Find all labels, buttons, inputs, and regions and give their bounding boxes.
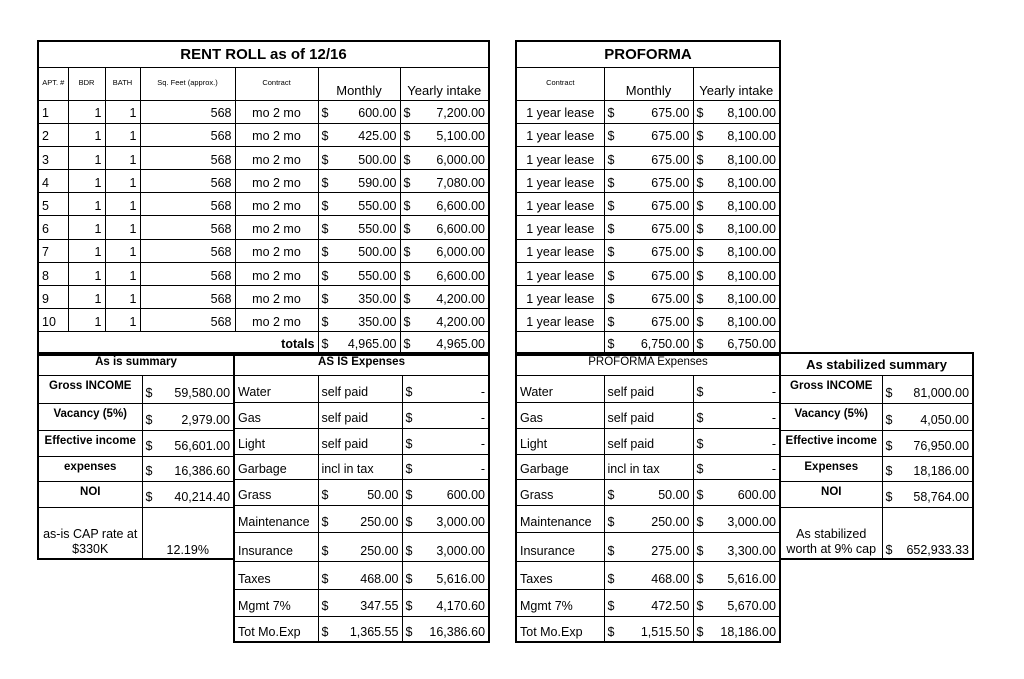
as-is-effective-value: $ 56,601.00 bbox=[142, 430, 234, 456]
contract-value: mo 2 mo bbox=[235, 193, 318, 216]
sqft-value: 568 bbox=[140, 286, 235, 309]
sqft-value: 568 bbox=[140, 309, 235, 332]
expense-name: Grass bbox=[234, 479, 318, 505]
rent-roll-row bbox=[38, 100, 489, 123]
apt-header: APT. # bbox=[38, 67, 68, 100]
expense-yearly: $ - bbox=[693, 402, 780, 428]
expense-monthly: $ 1,515.50 bbox=[604, 616, 693, 642]
proforma-row bbox=[516, 216, 780, 239]
bath-count: 1 bbox=[105, 193, 140, 216]
expense-row bbox=[516, 375, 780, 402]
proforma-contract-header: Contract bbox=[516, 67, 604, 100]
apt-number: 2 bbox=[38, 123, 68, 146]
expense-name: Mgmt 7% bbox=[234, 589, 318, 616]
stab-noi-value: $ 58,764.00 bbox=[882, 481, 973, 507]
apt-number: 9 bbox=[38, 286, 68, 309]
expense-name: Gas bbox=[516, 402, 604, 428]
expense-monthly: $ 468.00 bbox=[604, 561, 693, 589]
expense-row bbox=[234, 479, 489, 505]
proforma-contract: 1 year lease bbox=[516, 286, 604, 309]
monthly-rent: $ 350.00 bbox=[318, 286, 400, 309]
expense-name: Grass bbox=[516, 479, 604, 505]
proforma-row bbox=[516, 309, 780, 332]
contract-value: mo 2 mo bbox=[235, 286, 318, 309]
sqft-value: 568 bbox=[140, 100, 235, 123]
expense-name: Tot Mo.Exp bbox=[516, 616, 604, 642]
sqft-header: Sq. Feet (approx.) bbox=[140, 67, 235, 100]
expense-monthly: $ 472.50 bbox=[604, 589, 693, 616]
apt-number: 4 bbox=[38, 170, 68, 193]
apt-number: 8 bbox=[38, 262, 68, 285]
stab-effective-value: $ 76,950.00 bbox=[882, 430, 973, 456]
monthly-rent: $ 500.00 bbox=[318, 239, 400, 262]
rent-roll-row bbox=[38, 216, 489, 239]
bath-count: 1 bbox=[105, 146, 140, 169]
rent-roll-table bbox=[37, 40, 490, 356]
as-is-gross-label: Gross INCOME bbox=[38, 375, 142, 403]
expense-yearly: $ - bbox=[402, 375, 489, 402]
proforma-totals-monthly: $ 6,750.00 bbox=[604, 332, 693, 355]
rent-roll-row bbox=[38, 286, 489, 309]
proforma-yearly: $ 8,100.00 bbox=[693, 262, 780, 285]
bath-count: 1 bbox=[105, 170, 140, 193]
expense-name: Mgmt 7% bbox=[516, 589, 604, 616]
bath-header: BATH bbox=[105, 67, 140, 100]
expense-monthly: $ 275.00 bbox=[604, 532, 693, 561]
totals-label: totals bbox=[38, 332, 318, 355]
contract-value: mo 2 mo bbox=[235, 239, 318, 262]
expense-row bbox=[516, 505, 780, 532]
sqft-value: 568 bbox=[140, 262, 235, 285]
bath-count: 1 bbox=[105, 100, 140, 123]
as-is-expenses-table bbox=[233, 352, 490, 643]
proforma-monthly: $ 675.00 bbox=[604, 146, 693, 169]
bdr-count: 1 bbox=[68, 193, 105, 216]
yearly-intake: $ 6,000.00 bbox=[400, 239, 489, 262]
proforma-yearly: $ 8,100.00 bbox=[693, 309, 780, 332]
expense-yearly: $ 600.00 bbox=[693, 479, 780, 505]
contract-value: mo 2 mo bbox=[235, 216, 318, 239]
bath-count: 1 bbox=[105, 262, 140, 285]
rent-roll-row bbox=[38, 262, 489, 285]
expense-name: Maintenance bbox=[516, 505, 604, 532]
bath-count: 1 bbox=[105, 216, 140, 239]
expense-monthly: $ 50.00 bbox=[604, 479, 693, 505]
yearly-intake: $ 4,200.00 bbox=[400, 286, 489, 309]
proforma-row bbox=[516, 170, 780, 193]
proforma-yearly: $ 8,100.00 bbox=[693, 170, 780, 193]
stab-vacancy-value: $ 4,050.00 bbox=[882, 403, 973, 430]
monthly-rent: $ 550.00 bbox=[318, 193, 400, 216]
proforma-contract: 1 year lease bbox=[516, 193, 604, 216]
proforma-monthly-header: Monthly bbox=[604, 67, 693, 100]
bdr-count: 1 bbox=[68, 170, 105, 193]
yearly-intake: $ 6,600.00 bbox=[400, 262, 489, 285]
proforma-contract: 1 year lease bbox=[516, 239, 604, 262]
as-is-expenses-value: $ 16,386.60 bbox=[142, 456, 234, 481]
expense-name: Light bbox=[516, 428, 604, 454]
proforma-contract: 1 year lease bbox=[516, 146, 604, 169]
proforma-monthly: $ 675.00 bbox=[604, 216, 693, 239]
proforma-yearly: $ 8,100.00 bbox=[693, 239, 780, 262]
expense-row bbox=[234, 428, 489, 454]
bdr-count: 1 bbox=[68, 309, 105, 332]
stab-gross-value: $ 81,000.00 bbox=[882, 375, 973, 403]
expense-monthly: $ 250.00 bbox=[318, 532, 402, 561]
stabilized-summary-title: As stabilized summary bbox=[780, 353, 973, 375]
expense-yearly: $ 3,300.00 bbox=[693, 532, 780, 561]
stab-vacancy-label: Vacancy (5%) bbox=[780, 403, 882, 430]
expense-monthly: $ 250.00 bbox=[604, 505, 693, 532]
proforma-yearly: $ 8,100.00 bbox=[693, 216, 780, 239]
expense-name: Taxes bbox=[234, 561, 318, 589]
expense-yearly: $ 3,000.00 bbox=[693, 505, 780, 532]
stab-effective-label: Effective income bbox=[780, 430, 882, 456]
as-is-summary-title: As is summary bbox=[38, 353, 234, 375]
contract-value: mo 2 mo bbox=[235, 262, 318, 285]
expense-name: Garbage bbox=[516, 454, 604, 479]
expense-monthly: $ 250.00 bbox=[318, 505, 402, 532]
expense-name: Insurance bbox=[234, 532, 318, 561]
monthly-rent: $ 590.00 bbox=[318, 170, 400, 193]
expense-row bbox=[234, 532, 489, 561]
expense-monthly: $ 347.55 bbox=[318, 589, 402, 616]
monthly-rent: $ 600.00 bbox=[318, 100, 400, 123]
proforma-expenses-table bbox=[515, 352, 781, 643]
expense-monthly: self paid bbox=[604, 428, 693, 454]
expense-row bbox=[516, 479, 780, 505]
expense-monthly: $ 50.00 bbox=[318, 479, 402, 505]
apt-number: 1 bbox=[38, 100, 68, 123]
expense-name: Water bbox=[516, 375, 604, 402]
expense-yearly: $ - bbox=[693, 375, 780, 402]
rent-roll-row bbox=[38, 146, 489, 169]
bdr-count: 1 bbox=[68, 100, 105, 123]
proforma-row bbox=[516, 146, 780, 169]
proforma-monthly: $ 675.00 bbox=[604, 170, 693, 193]
sqft-value: 568 bbox=[140, 146, 235, 169]
expense-yearly: $ 5,616.00 bbox=[402, 561, 489, 589]
expense-row bbox=[516, 589, 780, 616]
proforma-totals-yearly: $ 6,750.00 bbox=[693, 332, 780, 355]
apt-number: 10 bbox=[38, 309, 68, 332]
proforma-monthly: $ 675.00 bbox=[604, 309, 693, 332]
stab-worth-value: $ 652,933.33 bbox=[882, 507, 973, 559]
contract-value: mo 2 mo bbox=[235, 123, 318, 146]
yearly-intake: $ 5,100.00 bbox=[400, 123, 489, 146]
expense-row bbox=[234, 561, 489, 589]
monthly-rent: $ 425.00 bbox=[318, 123, 400, 146]
sqft-value: 568 bbox=[140, 123, 235, 146]
proforma-yearly-header: Yearly intake bbox=[693, 67, 780, 100]
proforma-row bbox=[516, 123, 780, 146]
proforma-monthly: $ 675.00 bbox=[604, 100, 693, 123]
totals-yearly: $ 4,965.00 bbox=[400, 332, 489, 355]
proforma-contract: 1 year lease bbox=[516, 170, 604, 193]
proforma-monthly: $ 675.00 bbox=[604, 193, 693, 216]
contract-header: Contract bbox=[235, 67, 318, 100]
expense-monthly: incl in tax bbox=[604, 454, 693, 479]
rent-roll-title: RENT ROLL as of 12/16 bbox=[38, 41, 489, 67]
monthly-rent: $ 500.00 bbox=[318, 146, 400, 169]
expense-name: Light bbox=[234, 428, 318, 454]
as-is-cap-value: 12.19% bbox=[142, 507, 234, 559]
expense-row bbox=[234, 589, 489, 616]
sqft-value: 568 bbox=[140, 193, 235, 216]
rent-roll-row bbox=[38, 170, 489, 193]
stab-worth-label: As stabilized worth at 9% cap bbox=[780, 507, 882, 559]
proforma-table bbox=[515, 40, 781, 356]
expense-name: Gas bbox=[234, 402, 318, 428]
proforma-contract: 1 year lease bbox=[516, 309, 604, 332]
expense-monthly: self paid bbox=[604, 375, 693, 402]
sqft-value: 568 bbox=[140, 170, 235, 193]
proforma-row bbox=[516, 286, 780, 309]
contract-value: mo 2 mo bbox=[235, 146, 318, 169]
stab-noi-label: NOI bbox=[780, 481, 882, 507]
expense-row bbox=[516, 616, 780, 642]
proforma-title: PROFORMA bbox=[516, 41, 780, 67]
proforma-contract: 1 year lease bbox=[516, 100, 604, 123]
stab-expenses-label: Expenses bbox=[780, 456, 882, 481]
as-is-summary-table bbox=[37, 352, 235, 560]
proforma-row bbox=[516, 193, 780, 216]
apt-number: 7 bbox=[38, 239, 68, 262]
expense-row bbox=[516, 454, 780, 479]
proforma-contract: 1 year lease bbox=[516, 123, 604, 146]
expense-monthly: self paid bbox=[604, 402, 693, 428]
expense-row bbox=[234, 454, 489, 479]
as-is-noi-value: $ 40,214.40 bbox=[142, 481, 234, 507]
bdr-count: 1 bbox=[68, 286, 105, 309]
as-is-expenses-label: expenses bbox=[38, 456, 142, 481]
bdr-count: 1 bbox=[68, 123, 105, 146]
bdr-count: 1 bbox=[68, 216, 105, 239]
proforma-yearly: $ 8,100.00 bbox=[693, 193, 780, 216]
proforma-monthly: $ 675.00 bbox=[604, 239, 693, 262]
expense-yearly: $ 600.00 bbox=[402, 479, 489, 505]
rent-roll-header-row bbox=[38, 67, 489, 100]
as-is-vacancy-label: Vacancy (5%) bbox=[38, 403, 142, 430]
expense-row bbox=[516, 402, 780, 428]
expense-yearly: $ 5,670.00 bbox=[693, 589, 780, 616]
as-is-effective-label: Effective income bbox=[38, 430, 142, 456]
expense-monthly: self paid bbox=[318, 375, 402, 402]
expense-name: Taxes bbox=[516, 561, 604, 589]
expense-yearly: $ - bbox=[402, 454, 489, 479]
expense-row bbox=[516, 561, 780, 589]
expense-name: Tot Mo.Exp bbox=[234, 616, 318, 642]
expense-name: Insurance bbox=[516, 532, 604, 561]
yearly-intake: $ 6,600.00 bbox=[400, 193, 489, 216]
proforma-row bbox=[516, 262, 780, 285]
yearly-intake: $ 6,600.00 bbox=[400, 216, 489, 239]
bath-count: 1 bbox=[105, 286, 140, 309]
proforma-yearly: $ 8,100.00 bbox=[693, 286, 780, 309]
yearly-intake: $ 4,200.00 bbox=[400, 309, 489, 332]
bath-count: 1 bbox=[105, 123, 140, 146]
expense-monthly: self paid bbox=[318, 402, 402, 428]
proforma-monthly: $ 675.00 bbox=[604, 262, 693, 285]
yearly-header: Yearly intake bbox=[400, 67, 489, 100]
proforma-monthly: $ 675.00 bbox=[604, 123, 693, 146]
monthly-rent: $ 550.00 bbox=[318, 216, 400, 239]
rent-roll-row bbox=[38, 193, 489, 216]
yearly-intake: $ 7,080.00 bbox=[400, 170, 489, 193]
totals-monthly: $ 4,965.00 bbox=[318, 332, 400, 355]
as-is-gross-value: $ 59,580.00 bbox=[142, 375, 234, 403]
expense-name: Water bbox=[234, 375, 318, 402]
bdr-count: 1 bbox=[68, 262, 105, 285]
proforma-yearly: $ 8,100.00 bbox=[693, 100, 780, 123]
yearly-intake: $ 7,200.00 bbox=[400, 100, 489, 123]
proforma-yearly: $ 8,100.00 bbox=[693, 123, 780, 146]
apt-number: 3 bbox=[38, 146, 68, 169]
as-is-vacancy-value: $ 2,979.00 bbox=[142, 403, 234, 430]
expense-yearly: $ 5,616.00 bbox=[693, 561, 780, 589]
monthly-header: Monthly bbox=[318, 67, 400, 100]
expense-yearly: $ 16,386.60 bbox=[402, 616, 489, 642]
expense-monthly: $ 1,365.55 bbox=[318, 616, 402, 642]
expense-yearly: $ - bbox=[693, 428, 780, 454]
expense-name: Maintenance bbox=[234, 505, 318, 532]
expense-yearly: $ 3,000.00 bbox=[402, 505, 489, 532]
expense-name: Garbage bbox=[234, 454, 318, 479]
as-is-cap-label: as-is CAP rate at $330K bbox=[38, 507, 142, 559]
proforma-expenses-title: PROFORMA Expenses bbox=[516, 353, 780, 375]
expense-monthly: incl in tax bbox=[318, 454, 402, 479]
expense-row bbox=[234, 375, 489, 402]
proforma-yearly: $ 8,100.00 bbox=[693, 146, 780, 169]
proforma-contract: 1 year lease bbox=[516, 262, 604, 285]
as-is-noi-label: NOI bbox=[38, 481, 142, 507]
expense-yearly: $ 3,000.00 bbox=[402, 532, 489, 561]
expense-yearly: $ 4,170.60 bbox=[402, 589, 489, 616]
rent-roll-row bbox=[38, 123, 489, 146]
proforma-monthly: $ 675.00 bbox=[604, 286, 693, 309]
expense-row bbox=[516, 428, 780, 454]
rent-roll-row bbox=[38, 309, 489, 332]
proforma-header-row bbox=[516, 67, 780, 100]
proforma-row bbox=[516, 100, 780, 123]
contract-value: mo 2 mo bbox=[235, 100, 318, 123]
bath-count: 1 bbox=[105, 239, 140, 262]
stab-expenses-value: $ 18,186.00 bbox=[882, 456, 973, 481]
expense-row bbox=[234, 616, 489, 642]
bdr-header: BDR bbox=[68, 67, 105, 100]
as-is-expenses-title: AS IS Expenses bbox=[234, 353, 489, 375]
bdr-count: 1 bbox=[68, 239, 105, 262]
contract-value: mo 2 mo bbox=[235, 309, 318, 332]
expense-yearly: $ 18,186.00 bbox=[693, 616, 780, 642]
proforma-row bbox=[516, 239, 780, 262]
apt-number: 6 bbox=[38, 216, 68, 239]
expense-row bbox=[516, 532, 780, 561]
expense-yearly: $ - bbox=[402, 428, 489, 454]
proforma-contract: 1 year lease bbox=[516, 216, 604, 239]
monthly-rent: $ 350.00 bbox=[318, 309, 400, 332]
expense-monthly: $ 468.00 bbox=[318, 561, 402, 589]
stabilized-summary-table bbox=[779, 352, 974, 560]
expense-row bbox=[234, 402, 489, 428]
contract-value: mo 2 mo bbox=[235, 170, 318, 193]
bdr-count: 1 bbox=[68, 146, 105, 169]
expense-monthly: self paid bbox=[318, 428, 402, 454]
yearly-intake: $ 6,000.00 bbox=[400, 146, 489, 169]
apt-number: 5 bbox=[38, 193, 68, 216]
rent-roll-row bbox=[38, 239, 489, 262]
expense-yearly: $ - bbox=[693, 454, 780, 479]
monthly-rent: $ 550.00 bbox=[318, 262, 400, 285]
expense-yearly: $ - bbox=[402, 402, 489, 428]
stab-gross-label: Gross INCOME bbox=[780, 375, 882, 403]
sqft-value: 568 bbox=[140, 239, 235, 262]
sqft-value: 568 bbox=[140, 216, 235, 239]
expense-row bbox=[234, 505, 489, 532]
bath-count: 1 bbox=[105, 309, 140, 332]
